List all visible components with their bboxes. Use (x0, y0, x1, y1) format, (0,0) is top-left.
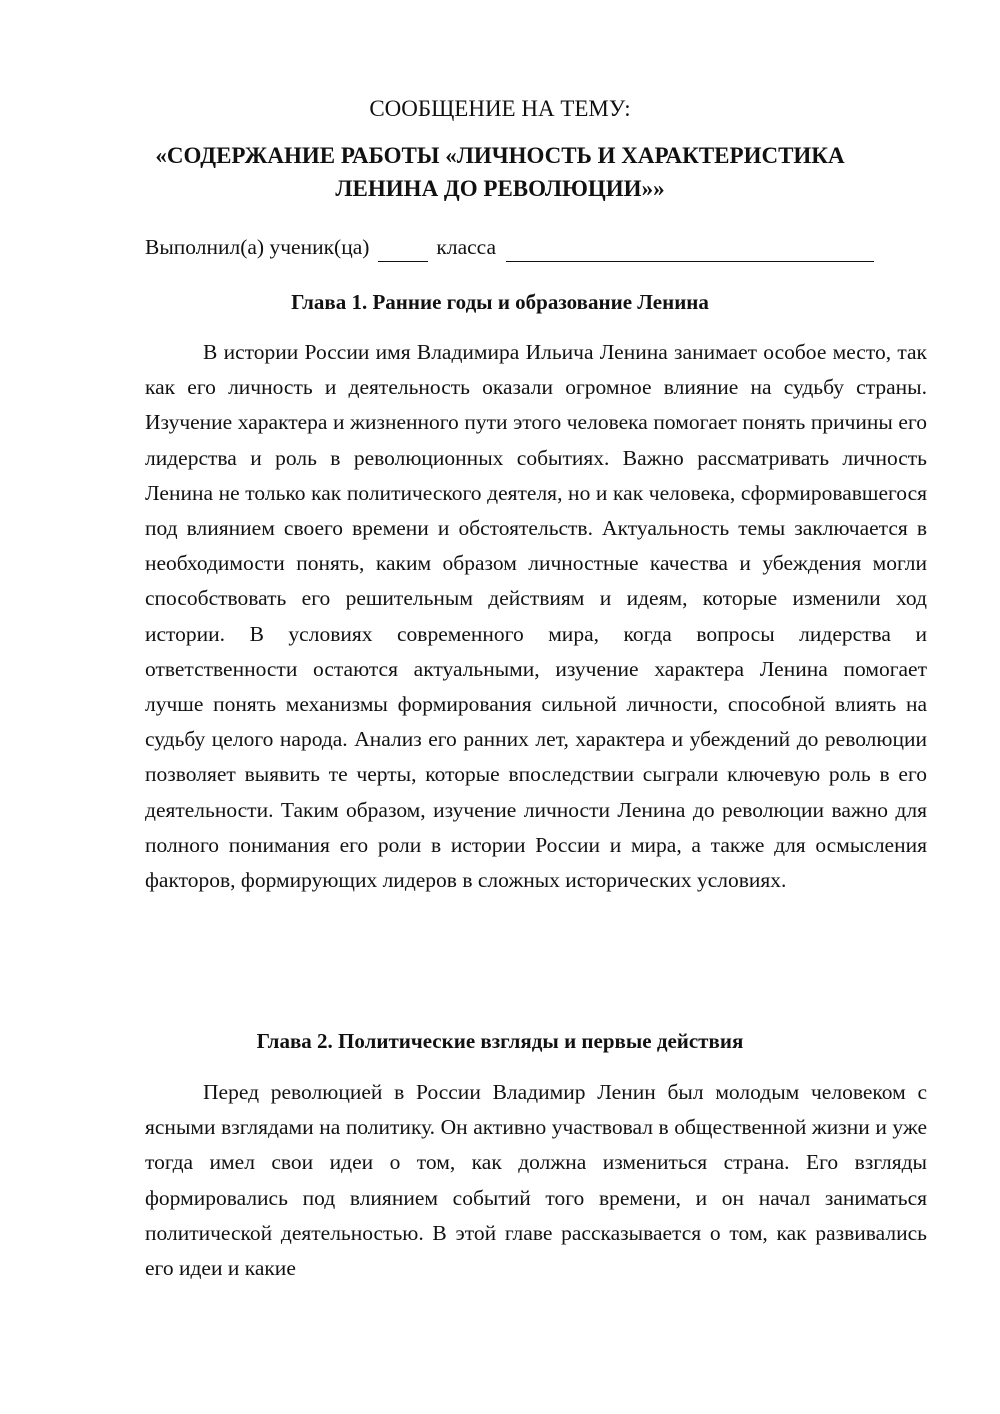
chapter-2-title: Глава 2. Политические взгляды и первые действия (256, 1029, 744, 1053)
class-label: класса (436, 235, 497, 259)
chapter-2-paragraph: Перед революцией в России Владимир Ленин был молодым человеком с ясными взглядами на политику. Он активно участвовал в общественной жизни и уже тогда имел свои идеи о том, как должна измениться страна. Его взгляды формировались под влиянием событий того времени, и он начал заниматься политической деятельностью. В этой главе рассказывается о том, как развивались его идеи и какие (145, 1080, 927, 1281)
chapter-1-paragraph: В истории России имя Владимира Ильича Ленина занимает особое место, так как его личность и деятельность оказали огромное влияние на судьбу страны. Изучение характера и жизненного пути этого человека помогает понять причины его лидерства и роль в революционных событиях. Важно рассматривать личность Ленина не только как политического деятеля, но и как человека, сформировавшегося под влиянием своего времени и обстоятельств. Актуальность темы заключается в необходимости понять, каким образом личностные качества и убеждения могли способствовать его решительным действиям и идеям, которые изменили ход истории. В условиях современного мира, когда вопросы лидерства и ответственности остаются актуальными, изучение характера Ленина помогает лучше понять механизмы формирования сильной личности, способной влиять на судьбу целого народа. Анализ его ранних лет, характера и убеждений до революции позволяет выявить те черты, которые впоследствии сыграли ключевую роль в его деятельности. Таким образом, изучение личности Ленина до революции важно для полного понимания его роли в истории России и мира, а также для осмысления факторов, формирующих лидеров в сложных исторических условиях. (145, 340, 927, 893)
chapter-1-title: Глава 1. Ранние годы и образование Ленина (291, 290, 709, 314)
document-heading-line-1: СООБЩЕНИЕ НА ТЕМУ: (369, 96, 631, 121)
author-line (145, 232, 935, 262)
grade-blank (378, 239, 428, 262)
class-name-blank (506, 239, 874, 262)
document-title-line-1: «СОДЕРЖАНИЕ РАБОТЫ «ЛИЧНОСТЬ И ХАРАКТЕРИСТИКА (155, 143, 845, 168)
author-label: Выполнил(а) ученик(ца) (145, 235, 370, 259)
document-title-line-2: ЛЕНИНА ДО РЕВОЛЮЦИИ»» (335, 176, 665, 201)
